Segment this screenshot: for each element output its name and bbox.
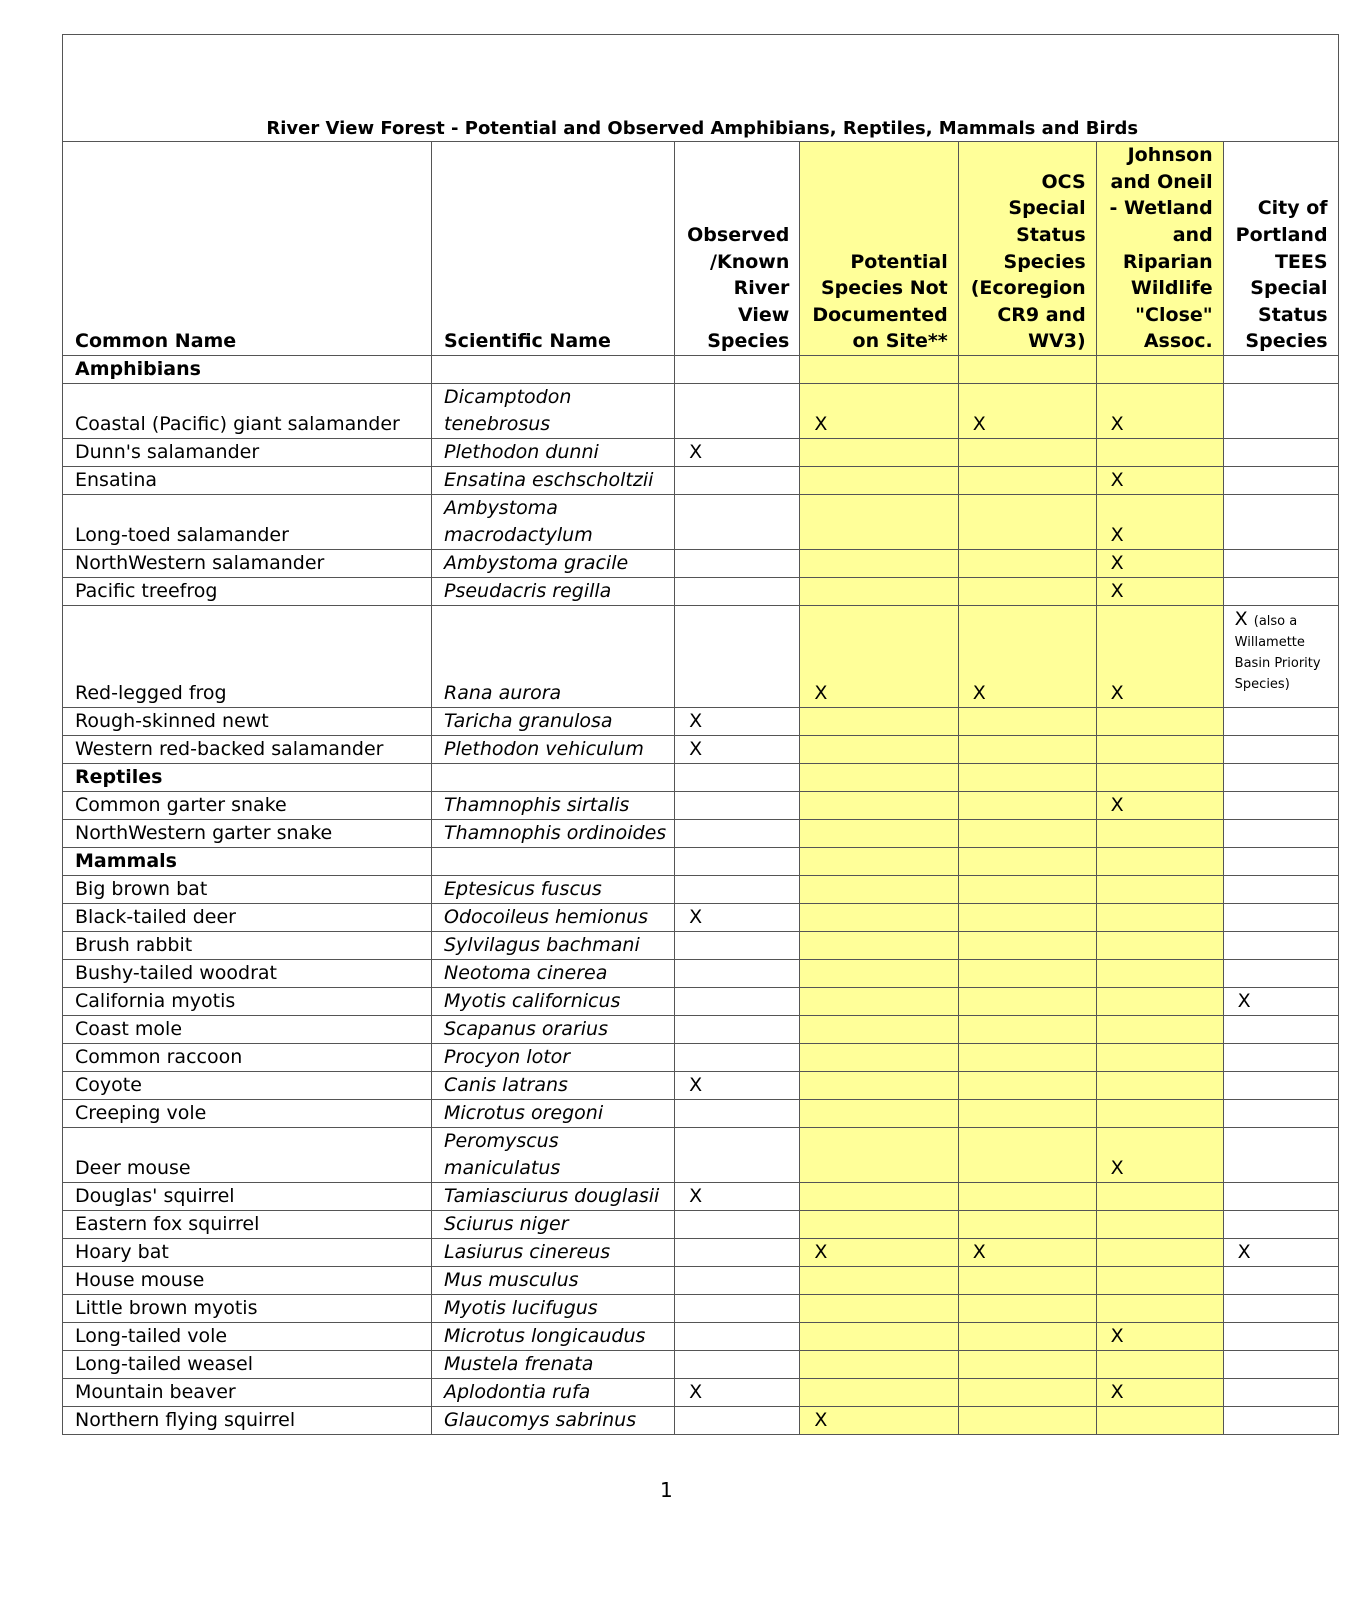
common-name-cell: Little brown myotis	[63, 1295, 432, 1323]
scientific-name-cell: Pseudacris regilla	[432, 578, 675, 606]
portland-mark-cell	[1223, 1351, 1338, 1379]
observed-mark-cell	[675, 1295, 800, 1323]
scientific-name-line: Ambystoma	[444, 497, 558, 519]
potential-mark-cell	[800, 960, 958, 988]
table-row	[63, 1407, 1339, 1435]
category-row	[63, 848, 1339, 876]
ocs-mark-cell	[958, 988, 1096, 1016]
common-name-cell: NorthWestern garter snake	[63, 820, 432, 848]
johnson-mark-cell: X	[1096, 792, 1223, 820]
potential-mark-cell	[800, 1128, 958, 1183]
observed-mark-cell	[675, 606, 800, 708]
portland-mark-cell	[1223, 1295, 1338, 1323]
table-title: River View Forest - Potential and Observed Amphibians, Reptiles, Mammals and Birds	[63, 35, 1339, 142]
portland-mark-cell	[1223, 1267, 1338, 1295]
common-name-cell: Common raccoon	[63, 1044, 432, 1072]
category-label: Amphibians	[63, 356, 432, 384]
scientific-name-cell: Eptesicus fuscus	[432, 876, 675, 904]
portland-mark-cell	[1223, 848, 1338, 876]
potential-mark-cell	[800, 356, 958, 384]
common-name-cell: House mouse	[63, 1267, 432, 1295]
portland-mark-cell	[1223, 708, 1338, 736]
scientific-name-cell: Odocoileus hemionus	[432, 904, 675, 932]
ocs-mark-cell	[958, 1379, 1096, 1407]
table-row	[63, 820, 1339, 848]
scientific-name-cell	[432, 1128, 675, 1183]
johnson-mark-cell	[1096, 848, 1223, 876]
potential-mark-cell	[800, 1100, 958, 1128]
observed-mark-cell	[675, 467, 800, 495]
portland-mark-cell: X	[1223, 988, 1338, 1016]
common-name-cell: Coastal (Pacific) giant salamander	[63, 384, 432, 439]
portland-mark-cell	[1223, 467, 1338, 495]
common-name-cell: Deer mouse	[63, 1128, 432, 1183]
ocs-mark-cell: X	[958, 1239, 1096, 1267]
observed-mark-cell	[675, 1211, 800, 1239]
ocs-mark-cell	[958, 820, 1096, 848]
common-name-cell: Big brown bat	[63, 876, 432, 904]
potential-mark-cell	[800, 932, 958, 960]
portland-mark-cell	[1223, 932, 1338, 960]
table-row	[63, 1128, 1339, 1183]
scientific-name-cell: Ensatina eschscholtzii	[432, 467, 675, 495]
johnson-mark-cell	[1096, 1351, 1223, 1379]
common-name-cell: Red-legged frog	[63, 606, 432, 708]
potential-mark-cell	[800, 1044, 958, 1072]
observed-mark-cell	[675, 356, 800, 384]
header-observed: Observed /Known River View Species	[675, 142, 800, 356]
observed-mark-cell	[675, 876, 800, 904]
potential-mark-cell	[800, 550, 958, 578]
observed-mark-cell	[675, 1351, 800, 1379]
johnson-mark-cell	[1096, 1211, 1223, 1239]
category-label: Reptiles	[63, 764, 432, 792]
ocs-mark-cell: X	[958, 384, 1096, 439]
potential-mark-cell: X	[800, 1239, 958, 1267]
potential-mark-cell	[800, 1379, 958, 1407]
common-name-cell: Northern flying squirrel	[63, 1407, 432, 1435]
ocs-mark-cell	[958, 1072, 1096, 1100]
header-common-name: Common Name	[63, 142, 432, 356]
ocs-mark-cell	[958, 356, 1096, 384]
observed-mark-cell	[675, 1128, 800, 1183]
common-name-cell: California myotis	[63, 988, 432, 1016]
common-name-cell: Hoary bat	[63, 1239, 432, 1267]
common-name-cell: NorthWestern salamander	[63, 550, 432, 578]
johnson-mark-cell	[1096, 708, 1223, 736]
table-row	[63, 578, 1339, 606]
scientific-name-cell: Sciurus niger	[432, 1211, 675, 1239]
potential-mark-cell	[800, 1016, 958, 1044]
johnson-mark-cell	[1096, 1183, 1223, 1211]
common-name-cell: Eastern fox squirrel	[63, 1211, 432, 1239]
observed-mark-cell	[675, 1100, 800, 1128]
ocs-mark-cell	[958, 1351, 1096, 1379]
johnson-mark-cell	[1096, 1267, 1223, 1295]
observed-mark-cell: X	[675, 736, 800, 764]
table-row	[63, 932, 1339, 960]
observed-mark-cell: X	[675, 708, 800, 736]
potential-mark-cell: X	[800, 384, 958, 439]
portland-mark-cell	[1223, 495, 1338, 550]
johnson-mark-cell	[1096, 356, 1223, 384]
observed-mark-cell	[675, 988, 800, 1016]
table-row	[63, 1267, 1339, 1295]
observed-mark-cell	[675, 1407, 800, 1435]
common-name-cell: Black-tailed deer	[63, 904, 432, 932]
scientific-name-cell: Microtus oregoni	[432, 1100, 675, 1128]
potential-mark-cell	[800, 904, 958, 932]
potential-mark-cell: X	[800, 1407, 958, 1435]
potential-mark-cell	[800, 988, 958, 1016]
common-name-cell: Dunn's salamander	[63, 439, 432, 467]
potential-mark-cell	[800, 736, 958, 764]
ocs-mark-cell	[958, 1295, 1096, 1323]
table-row	[63, 1239, 1339, 1267]
johnson-mark-cell	[1096, 1100, 1223, 1128]
potential-mark-cell	[800, 1295, 958, 1323]
ocs-mark-cell	[958, 792, 1096, 820]
johnson-mark-cell	[1096, 1239, 1223, 1267]
scientific-name-line: tenebrosus	[444, 413, 551, 435]
scientific-name-cell: Aplodontia rufa	[432, 1379, 675, 1407]
portland-mark-cell	[1223, 820, 1338, 848]
scientific-name-line: Peromyscus	[444, 1130, 559, 1152]
johnson-mark-cell	[1096, 960, 1223, 988]
category-label: Mammals	[63, 848, 432, 876]
ocs-mark-cell	[958, 1100, 1096, 1128]
scientific-name-cell: Plethodon vehiculum	[432, 736, 675, 764]
portland-mark-cell	[1223, 578, 1338, 606]
header-row	[63, 142, 1339, 356]
portland-mark-cell	[1223, 1211, 1338, 1239]
table-row	[63, 1016, 1339, 1044]
scientific-name-line: Dicamptodon	[444, 386, 572, 408]
potential-mark-cell	[800, 876, 958, 904]
ocs-mark-cell	[958, 1044, 1096, 1072]
portland-mark-cell	[1223, 904, 1338, 932]
common-name-cell: Western red-backed salamander	[63, 736, 432, 764]
scientific-name-cell: Lasiurus cinereus	[432, 1239, 675, 1267]
johnson-mark-cell	[1096, 736, 1223, 764]
observed-mark-cell	[675, 764, 800, 792]
portland-note: (also a Willamette Basin Priority Species)	[1234, 614, 1321, 692]
portland-mark-cell: X	[1223, 1239, 1338, 1267]
header-johnson-oneil: Johnson and Oneil - Wetland and Riparian Wildlife "Close" Assoc.	[1096, 142, 1223, 356]
portland-mark-cell	[1223, 1407, 1338, 1435]
observed-mark-cell: X	[675, 1379, 800, 1407]
johnson-mark-cell	[1096, 1044, 1223, 1072]
table-row	[63, 876, 1339, 904]
header-scientific-name: Scientific Name	[432, 142, 675, 356]
johnson-mark-cell	[1096, 988, 1223, 1016]
table-row	[63, 708, 1339, 736]
potential-mark-cell	[800, 1211, 958, 1239]
potential-mark-cell	[800, 1267, 958, 1295]
scientific-name-cell: Canis latrans	[432, 1072, 675, 1100]
table-row	[63, 1211, 1339, 1239]
johnson-mark-cell: X	[1096, 467, 1223, 495]
scientific-name-cell: Plethodon dunni	[432, 439, 675, 467]
potential-mark-cell	[800, 848, 958, 876]
portland-mark-cell	[1223, 736, 1338, 764]
scientific-name-cell: Thamnophis sirtalis	[432, 792, 675, 820]
scientific-name-cell	[432, 356, 675, 384]
common-name-cell: Coast mole	[63, 1016, 432, 1044]
table-row	[63, 1295, 1339, 1323]
common-name-cell: Common garter snake	[63, 792, 432, 820]
scientific-name-cell: Mus musculus	[432, 1267, 675, 1295]
scientific-name-cell: Scapanus orarius	[432, 1016, 675, 1044]
category-row	[63, 356, 1339, 384]
potential-mark-cell	[800, 1351, 958, 1379]
common-name-cell: Long-toed salamander	[63, 495, 432, 550]
portland-mark-cell	[1223, 1100, 1338, 1128]
observed-mark-cell	[675, 1016, 800, 1044]
header-ocs: OCS Special Status Species (Ecoregion CR9 and WV3)	[958, 142, 1096, 356]
johnson-mark-cell	[1096, 904, 1223, 932]
ocs-mark-cell	[958, 467, 1096, 495]
table-row	[63, 1072, 1339, 1100]
table-row	[63, 1044, 1339, 1072]
portland-mark-cell	[1223, 1128, 1338, 1183]
ocs-mark-cell	[958, 708, 1096, 736]
observed-mark-cell: X	[675, 1183, 800, 1211]
common-name-cell: Rough-skinned newt	[63, 708, 432, 736]
portland-mark-cell	[1223, 1379, 1338, 1407]
johnson-mark-cell	[1096, 876, 1223, 904]
portland-mark-cell	[1223, 439, 1338, 467]
common-name-cell: Coyote	[63, 1072, 432, 1100]
potential-mark-cell	[800, 820, 958, 848]
scientific-name-line: macrodactylum	[444, 524, 593, 546]
observed-mark-cell: X	[675, 1072, 800, 1100]
scientific-name-cell: Thamnophis ordinoides	[432, 820, 675, 848]
portland-mark-cell	[1223, 1323, 1338, 1351]
portland-mark-cell	[1223, 792, 1338, 820]
ocs-mark-cell	[958, 495, 1096, 550]
potential-mark-cell	[800, 467, 958, 495]
observed-mark-cell	[675, 384, 800, 439]
observed-mark-cell	[675, 820, 800, 848]
potential-mark-cell: X	[800, 606, 958, 708]
ocs-mark-cell	[958, 932, 1096, 960]
table-row	[63, 792, 1339, 820]
table-row	[63, 467, 1339, 495]
table-row	[63, 1183, 1339, 1211]
ocs-mark-cell	[958, 848, 1096, 876]
common-name-cell: Creeping vole	[63, 1100, 432, 1128]
potential-mark-cell	[800, 792, 958, 820]
table-row	[63, 606, 1339, 708]
observed-mark-cell	[675, 550, 800, 578]
ocs-mark-cell	[958, 764, 1096, 792]
potential-mark-cell	[800, 1183, 958, 1211]
ocs-mark-cell	[958, 904, 1096, 932]
common-name-cell: Pacific treefrog	[63, 578, 432, 606]
johnson-mark-cell: X	[1096, 384, 1223, 439]
scientific-name-cell: Rana aurora	[432, 606, 675, 708]
observed-mark-cell: X	[675, 904, 800, 932]
potential-mark-cell	[800, 439, 958, 467]
portland-mark-cell	[1223, 876, 1338, 904]
scientific-name-cell: Myotis lucifugus	[432, 1295, 675, 1323]
johnson-mark-cell: X	[1096, 1128, 1223, 1183]
portland-mark-cell	[1223, 764, 1338, 792]
scientific-name-cell	[432, 495, 675, 550]
table-row	[63, 1351, 1339, 1379]
page-number: 1	[660, 1478, 673, 1502]
scientific-name-cell: Microtus longicaudus	[432, 1323, 675, 1351]
common-name-cell: Brush rabbit	[63, 932, 432, 960]
johnson-mark-cell	[1096, 1295, 1223, 1323]
table-row	[63, 1379, 1339, 1407]
observed-mark-cell	[675, 578, 800, 606]
portland-mark-cell	[1223, 1183, 1338, 1211]
category-row	[63, 764, 1339, 792]
table-row	[63, 1100, 1339, 1128]
species-table	[62, 34, 1339, 1435]
scientific-name-cell: Taricha granulosa	[432, 708, 675, 736]
common-name-cell: Ensatina	[63, 467, 432, 495]
scientific-name-cell	[432, 764, 675, 792]
observed-mark-cell: X	[675, 439, 800, 467]
potential-mark-cell	[800, 495, 958, 550]
portland-mark-cell	[1223, 1044, 1338, 1072]
ocs-mark-cell	[958, 1211, 1096, 1239]
common-name-cell: Mountain beaver	[63, 1379, 432, 1407]
ocs-mark-cell	[958, 736, 1096, 764]
portland-mark-cell	[1223, 356, 1338, 384]
observed-mark-cell	[675, 1323, 800, 1351]
portland-mark-cell	[1223, 1016, 1338, 1044]
observed-mark-cell	[675, 960, 800, 988]
common-name-cell: Bushy-tailed woodrat	[63, 960, 432, 988]
header-portland-tees: City of Portland TEES Special Status Species	[1223, 142, 1338, 356]
ocs-mark-cell	[958, 1407, 1096, 1435]
johnson-mark-cell: X	[1096, 578, 1223, 606]
johnson-mark-cell: X	[1096, 495, 1223, 550]
common-name-cell: Long-tailed weasel	[63, 1351, 432, 1379]
potential-mark-cell	[800, 578, 958, 606]
johnson-mark-cell	[1096, 1016, 1223, 1044]
scientific-name-cell	[432, 848, 675, 876]
johnson-mark-cell: X	[1096, 606, 1223, 708]
ocs-mark-cell	[958, 439, 1096, 467]
common-name-cell: Long-tailed vole	[63, 1323, 432, 1351]
scientific-name-cell: Sylvilagus bachmani	[432, 932, 675, 960]
ocs-mark-cell	[958, 1323, 1096, 1351]
johnson-mark-cell	[1096, 764, 1223, 792]
ocs-mark-cell	[958, 1016, 1096, 1044]
title-row	[63, 35, 1339, 142]
scientific-name-cell: Myotis californicus	[432, 988, 675, 1016]
scientific-name-cell: Procyon lotor	[432, 1044, 675, 1072]
table-row	[63, 439, 1339, 467]
johnson-mark-cell: X	[1096, 550, 1223, 578]
observed-mark-cell	[675, 1239, 800, 1267]
scientific-name-cell: Neotoma cinerea	[432, 960, 675, 988]
scientific-name-cell: Mustela frenata	[432, 1351, 675, 1379]
table-row	[63, 988, 1339, 1016]
header-potential: Potential Species Not Documented on Site**	[800, 142, 958, 356]
potential-mark-cell	[800, 1323, 958, 1351]
observed-mark-cell	[675, 495, 800, 550]
scientific-name-cell	[432, 384, 675, 439]
johnson-mark-cell	[1096, 439, 1223, 467]
observed-mark-cell	[675, 848, 800, 876]
potential-mark-cell	[800, 764, 958, 792]
portland-mark-cell	[1223, 1072, 1338, 1100]
observed-mark-cell	[675, 1267, 800, 1295]
scientific-name-cell: Glaucomys sabrinus	[432, 1407, 675, 1435]
ocs-mark-cell	[958, 876, 1096, 904]
observed-mark-cell	[675, 792, 800, 820]
portland-mark-cell	[1223, 384, 1338, 439]
table-row	[63, 960, 1339, 988]
observed-mark-cell	[675, 1044, 800, 1072]
table-row	[63, 550, 1339, 578]
table-row	[63, 495, 1339, 550]
potential-mark-cell	[800, 1072, 958, 1100]
ocs-mark-cell	[958, 1267, 1096, 1295]
table-row	[63, 1323, 1339, 1351]
scientific-name-line: maniculatus	[444, 1157, 561, 1179]
ocs-mark-cell	[958, 578, 1096, 606]
johnson-mark-cell	[1096, 1072, 1223, 1100]
portland-mark-cell	[1223, 606, 1338, 708]
portland-mark-cell	[1223, 550, 1338, 578]
ocs-mark-cell	[958, 1128, 1096, 1183]
observed-mark-cell	[675, 932, 800, 960]
ocs-mark-cell: X	[958, 606, 1096, 708]
ocs-mark-cell	[958, 960, 1096, 988]
scientific-name-cell: Ambystoma gracile	[432, 550, 675, 578]
scientific-name-cell: Tamiasciurus douglasii	[432, 1183, 675, 1211]
johnson-mark-cell	[1096, 820, 1223, 848]
johnson-mark-cell	[1096, 1407, 1223, 1435]
ocs-mark-cell	[958, 1183, 1096, 1211]
portland-mark: X	[1234, 608, 1248, 630]
portland-mark-cell	[1223, 960, 1338, 988]
ocs-mark-cell	[958, 550, 1096, 578]
johnson-mark-cell: X	[1096, 1323, 1223, 1351]
common-name-cell: Douglas' squirrel	[63, 1183, 432, 1211]
johnson-mark-cell: X	[1096, 1379, 1223, 1407]
table-row	[63, 904, 1339, 932]
potential-mark-cell	[800, 708, 958, 736]
table-row	[63, 736, 1339, 764]
table-row	[63, 384, 1339, 439]
johnson-mark-cell	[1096, 932, 1223, 960]
